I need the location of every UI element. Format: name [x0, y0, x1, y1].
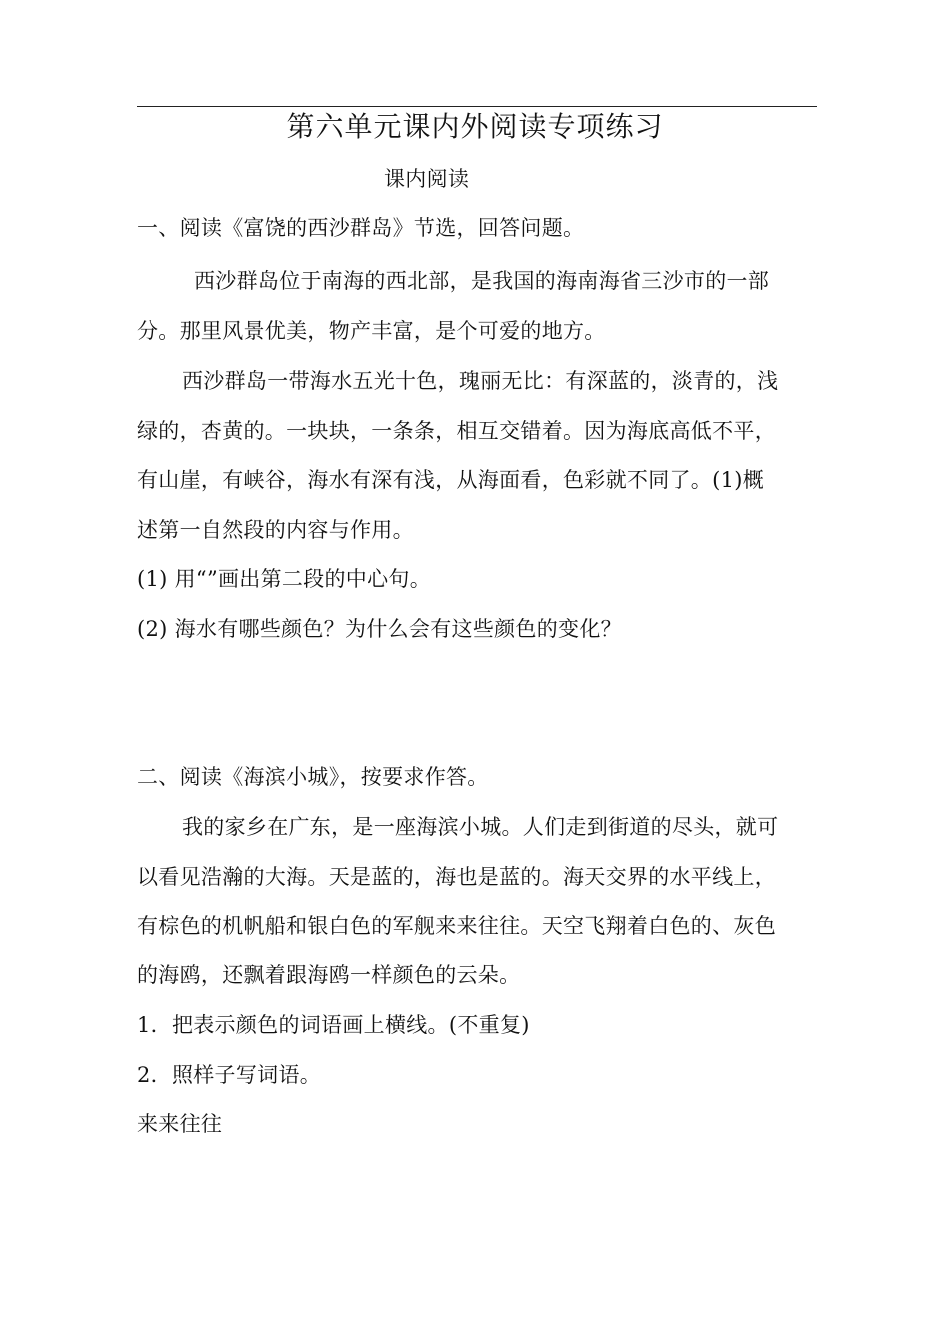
s1-question-1: (1) 用“”画出第二段的中心句。 — [137, 567, 431, 591]
s1-p2-line4: 述第一自然段的内容与作用。 — [137, 518, 414, 542]
s2-question-2: 2．照样子写词语。 — [137, 1063, 322, 1087]
s2-p1-line3: 有棕色的机帆船和银白色的军舰来来往往。天空飞翔着白色的、灰色 — [137, 914, 776, 938]
section-subtitle: 课内阅读 — [384, 167, 470, 191]
page-title: 第六单元课内外阅读专项练习 — [286, 110, 664, 143]
header-rule — [137, 106, 817, 107]
section1-heading: 一、阅读《富饶的西沙群岛》节选，回答问题。 — [137, 216, 585, 240]
s1-p2-line2: 绿的，杏黄的。一块块，一条条，相互交错着。因为海底高低不平， — [137, 419, 776, 443]
section2-heading: 二、阅读《海滨小城》，按要求作答。 — [137, 765, 489, 789]
s2-example-word: 来来往往 — [137, 1112, 223, 1136]
s1-p2-line3: 有山崖，有峡谷，海水有深有浅，从海面看，色彩就不同了。(1)概 — [137, 468, 765, 492]
s2-p1-line1: 我的家乡在广东，是一座海滨小城。人们走到街道的尽头，就可 — [182, 815, 779, 839]
s1-p2-line1: 西沙群岛一带海水五光十色，瑰丽无比：有深蓝的，淡青的，浅 — [182, 369, 779, 393]
s2-p1-line4: 的海鸥，还飘着跟海鸥一样颜色的云朵。 — [137, 963, 521, 987]
s1-question-2: (2) 海水有哪些颜色？为什么会有这些颜色的变化？ — [137, 617, 622, 641]
s2-p1-line2: 以看见浩瀚的大海。天是蓝的，海也是蓝的。海天交界的水平线上， — [137, 865, 776, 889]
s1-p1-line1: 西沙群岛位于南海的西北部，是我国的海南海省三沙市的一部 — [194, 269, 770, 293]
s1-p1-line2: 分。那里风景优美，物产丰富，是个可爱的地方。 — [137, 319, 606, 343]
s2-question-1: 1．把表示颜色的词语画上横线。(不重复) — [137, 1013, 530, 1037]
